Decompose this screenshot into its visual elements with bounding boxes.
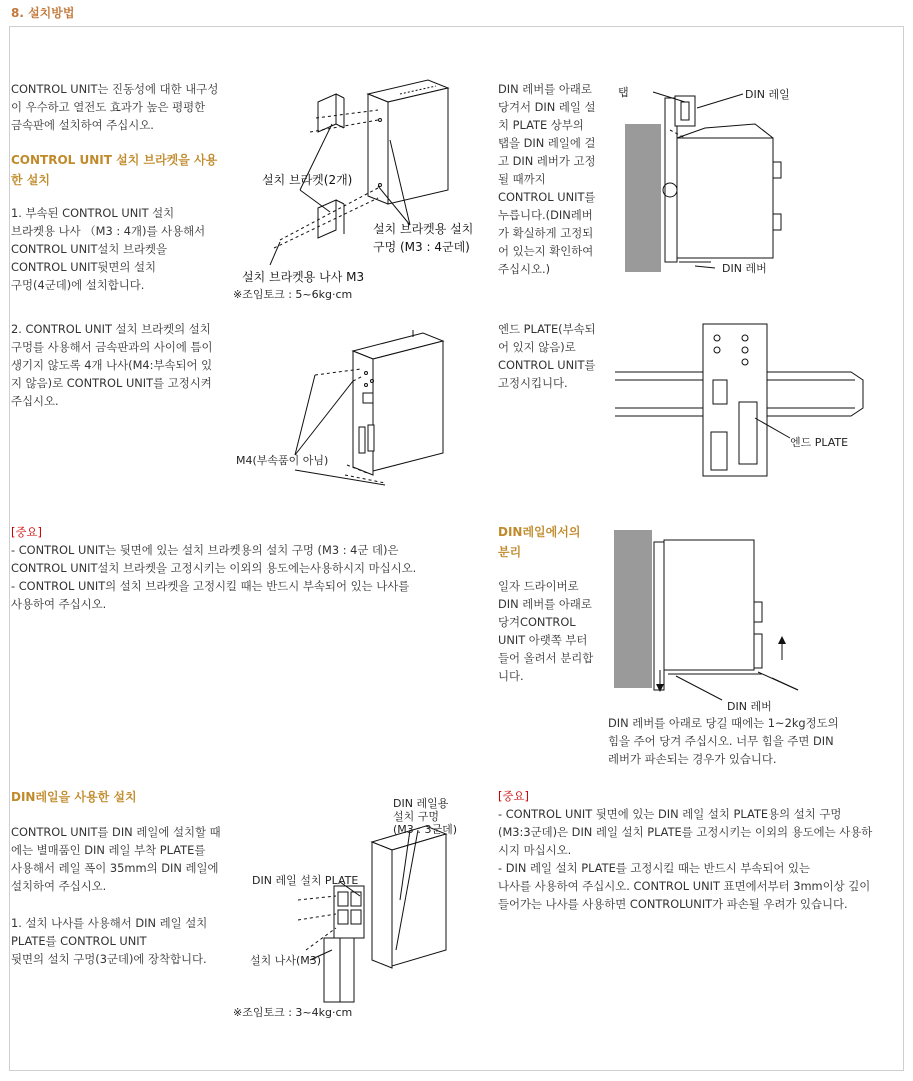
- text-line: 탭을 DIN 레일에 걸: [498, 136, 596, 150]
- section-title: 8. 설치방법: [11, 6, 75, 20]
- important-title: [중요]: [498, 789, 529, 803]
- text-line: 2. CONTROL UNIT 설치 브라켓의 설치: [11, 322, 211, 336]
- bracket-step2: [11, 320, 246, 410]
- heading-line: 한 설치: [11, 173, 50, 187]
- text-line: CONTROL UNIT설치 브라켓을 고정시키는 이외의 용도에는사용하시지 마십시오.: [11, 561, 417, 575]
- text-line: 나사를 사용하여 주십시오. CONTROL UNIT 표면에서부터 3mm이상 깊이: [498, 879, 871, 893]
- text-line: 생기지 않도록 4개 나사(M4:부속되어 있: [11, 358, 213, 372]
- text-line: 브라켓용 나사 （M3 : 4개)를 사용해서: [11, 224, 206, 238]
- upper-bracket: [318, 94, 336, 132]
- label-m4: M4(부속품이 아님): [236, 454, 329, 467]
- din-intro: [11, 823, 246, 895]
- text-line: 어 있는지 확인하여: [498, 244, 594, 258]
- text-line: 당겨CONTROL: [498, 615, 576, 629]
- unit-front: [388, 88, 448, 204]
- label-tab: 탭: [618, 86, 629, 99]
- din-rail: [654, 542, 664, 690]
- text-line: - CONTROL UNIT의 설치 브라켓을 고정시킬 때는 반드시 부속되어 있는 나사를: [11, 579, 410, 593]
- text-line: 당겨서 DIN 레일 설: [498, 100, 596, 114]
- text-line: CONTROL UNIT설치 브라켓을: [11, 242, 168, 256]
- heading-line: CONTROL UNIT 설치 브라켓을 사용: [11, 153, 218, 167]
- label-bracket-screw: 설치 브라켓용 나사 M3: [242, 270, 365, 284]
- text-line: CONTROL UNIT를: [498, 190, 596, 204]
- text-line: 1. 부속된 CONTROL UNIT 설치: [11, 206, 175, 220]
- din-removal-figure: [612, 530, 812, 710]
- m4-mount-figure: [235, 325, 465, 495]
- text-line: 사용해서 레일 폭이 35mm의 DIN 레일에: [11, 861, 219, 875]
- text-line: 구멍를 사용해서 금속판과의 사이에 틈이: [11, 340, 213, 354]
- text-line: 금속판에 설치하여 주십시오.: [11, 118, 154, 132]
- text-line: 사용하여 주십시오.: [11, 597, 107, 611]
- text-line: CONTROL UNIT를 DIN 레일에 설치할 때: [11, 825, 221, 839]
- text-line: 에는 별매품인 DIN 레일 부착 PLATE를: [11, 843, 206, 857]
- text-line: 지 않음)로 CONTROL UNIT를 고정시켜: [11, 376, 212, 390]
- wall-panel: [625, 124, 661, 272]
- text-line: DIN 레버를 아래로: [498, 82, 592, 96]
- text-line: 뒷면의 설치 구멍(3군데)에 장착합니다.: [11, 952, 207, 966]
- text-line: CONTROL UNIT뒷면의 설치: [11, 260, 157, 274]
- text-line: 시지 마십시오.: [498, 843, 572, 857]
- text-line: PLATE를 CONTROL UNIT: [11, 934, 147, 948]
- label-bracket-holes: 설치 브라켓용 설치: [373, 222, 474, 236]
- label-din-lever: DIN 레버: [727, 700, 772, 713]
- text-line: 설치하여 주십시오.: [11, 879, 107, 893]
- torque-note: ※조임토크 : 3~4kg·cm: [233, 1006, 353, 1019]
- label-end-plate: 엔드 PLATE: [790, 436, 849, 449]
- text-line: 고 DIN 레버가 고정: [498, 154, 596, 168]
- end-plate: [739, 402, 757, 464]
- intro-text: [11, 80, 246, 134]
- detach-note: [608, 714, 898, 768]
- torque-note: ※조임토크 : 5~6kg·cm: [233, 288, 353, 301]
- text-line: 치 PLATE 상부의: [498, 118, 584, 132]
- text-line: 이 우수하고 열전도 효과가 높은 평평한: [11, 100, 206, 114]
- text-line: (M3:3군데)은 DIN 레일 설치 PLATE를 고정시키는 이외의 용도에는 사용하: [498, 825, 873, 839]
- important-title: [중요]: [11, 525, 42, 539]
- important-right: [498, 787, 903, 913]
- text-line: DIN 레버를 아래로 당길 때에는 1~2kg정도의: [608, 716, 839, 730]
- unit-front: [373, 341, 443, 471]
- text-line: 니다.: [498, 669, 524, 683]
- label-din-screw: 설치 나사(M3): [250, 954, 322, 967]
- text-line: 될 때까지: [498, 172, 546, 186]
- text-line: 힘을 주어 당겨 주십시오. 너무 힘을 주면 DIN: [608, 734, 834, 748]
- text-line: 어 있지 않음)로: [498, 340, 576, 354]
- bracket-step1: [11, 204, 246, 294]
- din-rail: [324, 938, 354, 1002]
- important-left: [11, 523, 481, 613]
- lever-text: [498, 80, 613, 278]
- din-step1: [11, 914, 246, 968]
- detach-text: [498, 577, 613, 685]
- text-line: CONTROL UNIT는 진동성에 대한 내구성: [11, 82, 219, 96]
- text-line: DIN 레버를 아래로: [498, 597, 592, 611]
- label-din-plate: DIN 레일 설치 PLATE: [252, 874, 359, 887]
- end-plate-text: [498, 320, 613, 392]
- din-heading: [11, 787, 137, 807]
- text-line: 1. 설치 나사를 사용해서 DIN 레일 설치: [11, 916, 208, 930]
- text-line: 레버가 파손되는 경우가 있습니다.: [608, 752, 777, 766]
- text-line: CONTROL UNIT를: [498, 358, 596, 372]
- text-line: 누릅니다.(DIN레버: [498, 208, 593, 222]
- heading-line: DIN레일에서의: [498, 525, 581, 539]
- text-line: 고정시킵니다.: [498, 376, 568, 390]
- heading-line: DIN레일을 사용한 설치: [11, 790, 137, 804]
- text-line: 들어가는 나사를 사용하면 CONTROLUNIT가 파손될 우려가 있습니다.: [498, 897, 848, 911]
- text-line: 주십시오.): [498, 262, 551, 276]
- heading-line: 분리: [498, 545, 522, 559]
- detach-heading: [498, 522, 580, 562]
- unit-body: [677, 138, 773, 258]
- text-line: - CONTROL UNIT는 뒷면에 있는 설치 브라켓용의 설치 구멍 (M3 : 4군 데)은: [11, 543, 399, 557]
- bracket-heading: [11, 150, 251, 190]
- text-line: 구멍(4군데)에 설치합니다.: [11, 278, 145, 292]
- label-din-holes: DIN 레일용: [393, 797, 449, 810]
- text-line: UNIT 아랫쪽 부터: [498, 633, 588, 647]
- unit-side: [353, 351, 373, 475]
- text-line: 가 확실하게 고정되: [498, 226, 594, 240]
- unit-side: [372, 842, 392, 968]
- label-din-rail: DIN 레일: [745, 88, 790, 101]
- text-line: 들어 올려서 분리합: [498, 651, 594, 665]
- din-lever-figure: [615, 78, 805, 278]
- text-line: - DIN 레일 설치 PLATE를 고정시킬 때는 반드시 부속되어 있는: [498, 861, 810, 875]
- label-din-lever: DIN 레버: [722, 262, 767, 275]
- text-line: - CONTROL UNIT 뒷면에 있는 DIN 레일 설치 PLATE용의 설치 구멍: [498, 807, 842, 821]
- label-bracket: 설치 브라켓(2개): [262, 173, 353, 187]
- end-plate-figure: [605, 320, 875, 480]
- label-din-holes: (M3 : 3군데): [393, 823, 458, 836]
- unit-body: [664, 540, 754, 670]
- wall-panel: [614, 530, 652, 688]
- text-line: 엔드 PLATE(부속되: [498, 322, 596, 336]
- label-din-holes: 설치 구멍: [393, 810, 440, 823]
- label-bracket-holes: 구멍 (M3 : 4군데): [373, 240, 470, 254]
- text-line: 주십시오.: [11, 394, 59, 408]
- text-line: 일자 드라이버로: [498, 579, 579, 593]
